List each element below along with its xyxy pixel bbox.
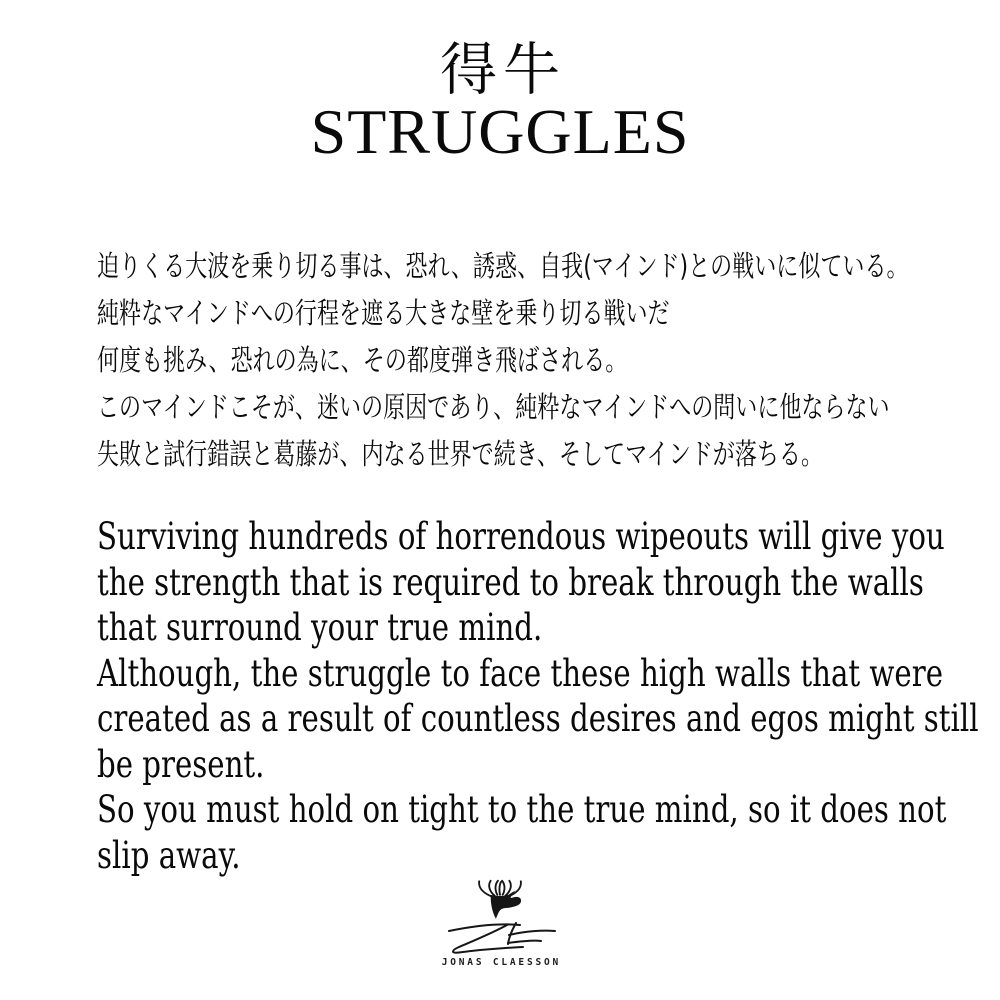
artist-name: JONAS CLAESSON [441, 957, 562, 968]
english-line: Surviving hundreds of horrendous wipeouts will give you [97, 515, 945, 558]
english-line: that surround your true mind. [97, 606, 543, 649]
english-line: be present. [97, 742, 265, 786]
japanese-line: 失敗と試行錯誤と葛藤が、内なる世界で続き、そしてマインドが落ちる。 [97, 437, 824, 471]
japanese-line: このマインドこそが、迷いの原因であり、純粋なマインドへの問いに他ならない [97, 390, 890, 424]
english-paragraph [97, 514, 979, 878]
artist-logo [0, 879, 1000, 968]
english-line: slip away. [97, 833, 241, 877]
title-block [0, 37, 1000, 167]
japanese-line: 迫りくる大波を乗り切る事は、恐れ、誘惑、自我(マインド)との戦いに似ている。 [97, 249, 909, 283]
jc-signature-icon [443, 922, 557, 954]
english-line: So you must hold on tight to the true mind, so it does not [97, 788, 947, 831]
english-line: the strength that is required to break through the walls [97, 560, 924, 604]
japanese-paragraph [97, 243, 909, 478]
english-line: Although, the struggle to face these high walls that were [97, 651, 944, 695]
moose-head-icon [474, 879, 526, 920]
japanese-line: 純粋なマインドへの行程を遮る大きな壁を乗り切る戦いだ [97, 296, 670, 330]
japanese-line: 何度も挑み、恐れの為に、その都度弾き飛ばされる。 [97, 343, 628, 377]
english-line: created as a result of countless desires and egos might still [97, 697, 979, 740]
title-latin: STRUGGLES [310, 96, 690, 167]
title-kanji: 得牛 [440, 37, 566, 103]
